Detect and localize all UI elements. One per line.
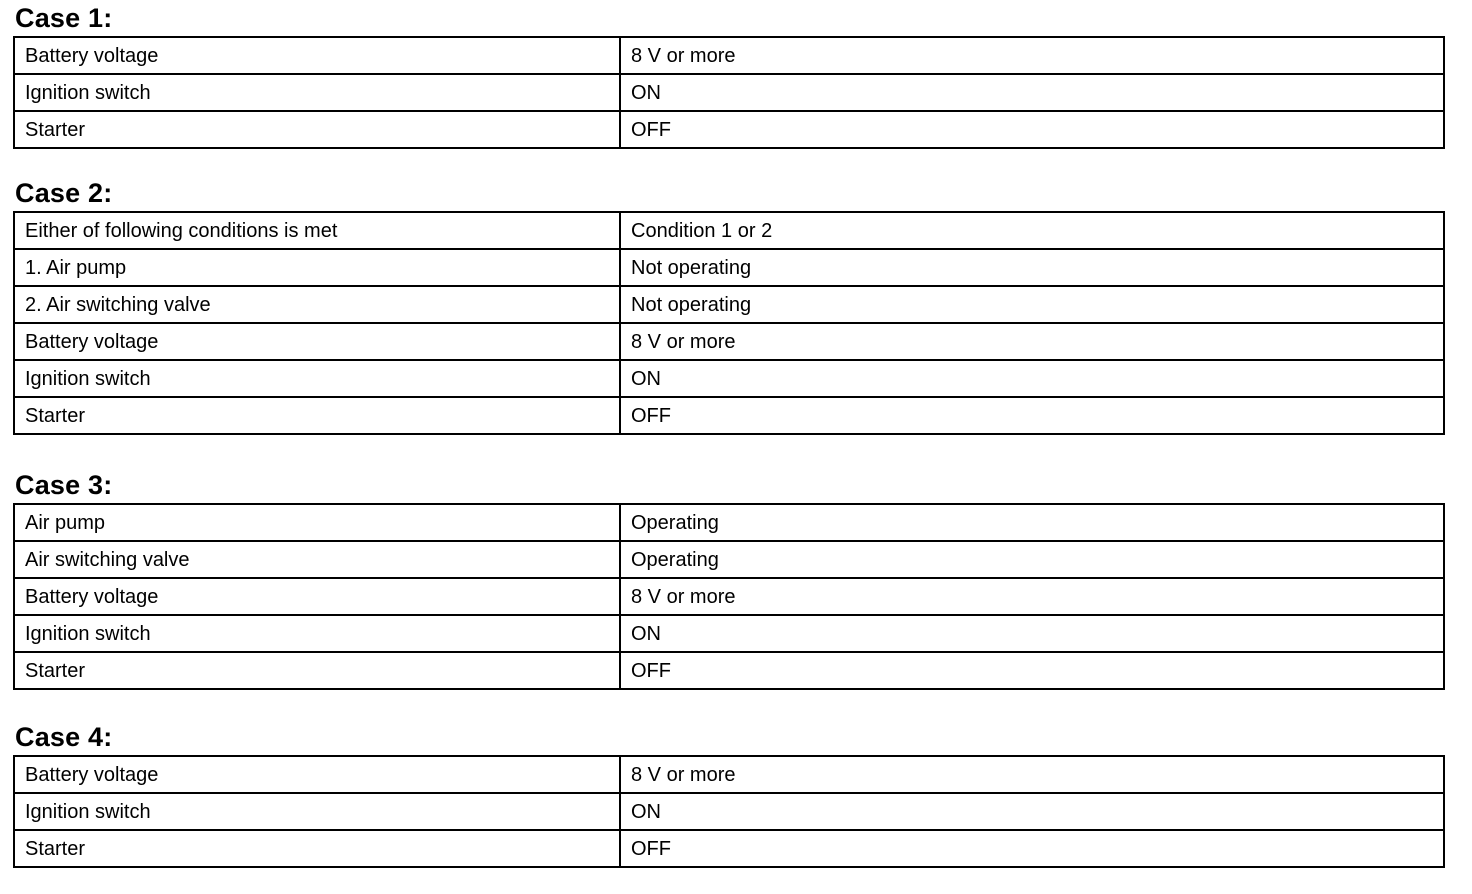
table-row	[14, 286, 1444, 323]
table-row	[14, 578, 1444, 615]
condition-label: Ignition switch	[14, 360, 620, 397]
condition-value: Not operating	[620, 249, 1444, 286]
condition-value: OFF	[620, 830, 1444, 867]
case-heading: Case 2:	[15, 178, 113, 208]
condition-label: Starter	[14, 397, 620, 434]
condition-label: Starter	[14, 111, 620, 148]
case-heading: Case 4:	[15, 722, 113, 752]
condition-label: Battery voltage	[14, 323, 620, 360]
table-row	[14, 74, 1444, 111]
condition-value: ON	[620, 74, 1444, 111]
conditions-table	[13, 503, 1445, 690]
condition-value: 8 V or more	[620, 37, 1444, 74]
table-row	[14, 37, 1444, 74]
condition-value: 8 V or more	[620, 578, 1444, 615]
condition-label: Ignition switch	[14, 615, 620, 652]
condition-label: Ignition switch	[14, 74, 620, 111]
condition-label: Ignition switch	[14, 793, 620, 830]
table-row	[14, 756, 1444, 793]
table-row	[14, 793, 1444, 830]
conditions-table	[13, 211, 1445, 435]
table-row	[14, 323, 1444, 360]
condition-label: 1. Air pump	[14, 249, 620, 286]
condition-value: Operating	[620, 541, 1444, 578]
table-row	[14, 111, 1444, 148]
table-row	[14, 360, 1444, 397]
condition-label: Starter	[14, 652, 620, 689]
table-row	[14, 504, 1444, 541]
condition-value: Operating	[620, 504, 1444, 541]
condition-label: 2. Air switching valve	[14, 286, 620, 323]
table-row	[14, 615, 1444, 652]
condition-label: Battery voltage	[14, 756, 620, 793]
condition-value: Not operating	[620, 286, 1444, 323]
table-row	[14, 397, 1444, 434]
table-row	[14, 212, 1444, 249]
case-2-section	[13, 178, 1445, 435]
condition-label: Starter	[14, 830, 620, 867]
condition-value: ON	[620, 360, 1444, 397]
condition-value: OFF	[620, 652, 1444, 689]
condition-value: ON	[620, 793, 1444, 830]
condition-value: 8 V or more	[620, 323, 1444, 360]
table-row	[14, 830, 1444, 867]
condition-value: OFF	[620, 397, 1444, 434]
condition-label: Battery voltage	[14, 578, 620, 615]
condition-label: Air pump	[14, 504, 620, 541]
case-heading: Case 3:	[15, 470, 113, 500]
case-3-section	[13, 470, 1445, 690]
condition-value: ON	[620, 615, 1444, 652]
condition-value: OFF	[620, 111, 1444, 148]
case-heading: Case 1:	[15, 3, 113, 33]
case-4-section	[13, 722, 1445, 868]
table-row	[14, 541, 1444, 578]
condition-value: Condition 1 or 2	[620, 212, 1444, 249]
table-row	[14, 249, 1444, 286]
condition-label: Either of following conditions is met	[14, 212, 620, 249]
conditions-table	[13, 755, 1445, 868]
condition-value: 8 V or more	[620, 756, 1444, 793]
table-row	[14, 652, 1444, 689]
case-1-section	[13, 3, 1445, 149]
condition-label: Battery voltage	[14, 37, 620, 74]
conditions-table	[13, 36, 1445, 149]
condition-label: Air switching valve	[14, 541, 620, 578]
